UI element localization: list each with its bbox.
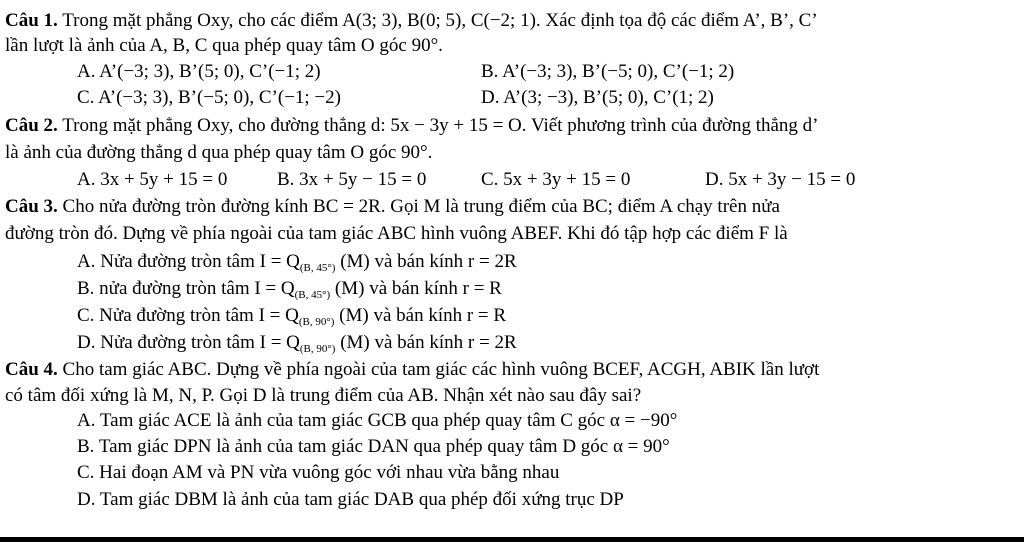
q3-text-2: đường tròn đó. Dựng về phía ngoài của tam giác ABC hình vuông ABEF. Khi đó tập hợp các điểm F là [5,223,788,244]
q3-text-1: Cho nửa đường tròn đường kính BC = 2R. Gọi M là trung điểm của BC; điểm A chạy trên nửa [62,196,780,217]
q4-line-1 [5,358,819,382]
q1-text-2: lần lượt là ảnh của A, B, C qua phép quay tâm O góc 90°. [5,35,443,56]
q3-option-b: B. nửa đường tròn tâm $I = Q_{(B, 45^\circ)}$ (M) và bán kính r = R [77,278,502,301]
q2-line-1 [5,114,819,138]
q4-option-a: A. Tam giác ACE là ảnh của tam giác GCB qua phép quay tâm C góc α = −90° [77,410,678,431]
q3-line-1 [5,195,780,219]
q4-text-2: có tâm đối xứng là M, N, P. Gọi D là trung điểm của AB. Nhận xét nào sau đây sai? [5,385,642,406]
q1-line-2 [5,34,443,58]
q4-option-c: C. Hai đoạn AM và PN vừa vuông góc với nhau vừa bằng nhau [77,462,560,483]
q2-text-1: Trong mặt phẳng Oxy, cho đường thẳng d: 5x − 3y + 15 = O. Viết phương trình của đường thẳng d’ [62,115,819,136]
q2-option-d: D. 5x + 3y − 15 = 0 [705,169,856,190]
q2-label: Câu 2. [5,115,58,136]
document-page [5,0,1021,542]
q2-line-2 [5,141,432,165]
bottom-border [0,537,1024,542]
q1-line-1 [5,9,818,33]
q2-option-b: B. 3x + 5y − 15 = 0 [277,169,427,190]
q1-option-c: C. A’(−3; 3), B’(−5; 0), C’(−1; −2) [77,87,341,108]
q1-option-a: A. A’(−3; 3), B’(5; 0), C’(−1; 2) [77,61,321,82]
q2-option-c: C. 5x + 3y + 15 = 0 [481,169,631,190]
q3-option-a: A. Nửa đường tròn tâm $I = Q_{(B, 45^\circ)}$ (M) và bán kính r = 2R [77,251,517,274]
q3-label: Câu 3. [5,196,58,217]
q1-label: Câu 1. [5,10,58,31]
q2-text-2: là ảnh của đường thẳng d qua phép quay tâm O góc 90°. [5,142,433,163]
q1-option-d: D. A’(3; −3), B’(5; 0), C’(1; 2) [481,87,714,108]
q2-option-a: A. 3x + 5y + 15 = 0 [77,169,228,190]
q4-option-b: B. Tam giác DPN là ảnh của tam giác DAN qua phép quay tâm D góc α = 90° [77,436,670,457]
q3-option-d: D. Nửa đường tròn tâm $I = Q_{(B, 90^\circ)}$ (M) và bán kính r = 2R [77,332,517,355]
q1-text-1: Trong mặt phẳng Oxy, cho các điểm A(3; 3), B(0; 5), C(−2; 1). Xác định tọa độ các điểm A’, B’, C’ [62,10,818,31]
q4-label: Câu 4. [5,359,58,380]
q4-option-d: D. Tam giác DBM là ảnh của tam giác DAB qua phép đối xứng trục DP [77,489,624,510]
q1-option-b: B. A’(−3; 3), B’(−5; 0), C’(−1; 2) [481,61,735,82]
q4-line-2 [5,384,641,408]
q4-text-1: Cho tam giác ABC. Dựng về phía ngoài của tam giác các hình vuông BCEF, ACGH, ABIK lần lượt [62,359,820,380]
q3-line-2 [5,222,788,246]
q3-option-c: C. Nửa đường tròn tâm $I = Q_{(B, 90^\circ)}$ (M) và bán kính r = R [77,305,507,328]
